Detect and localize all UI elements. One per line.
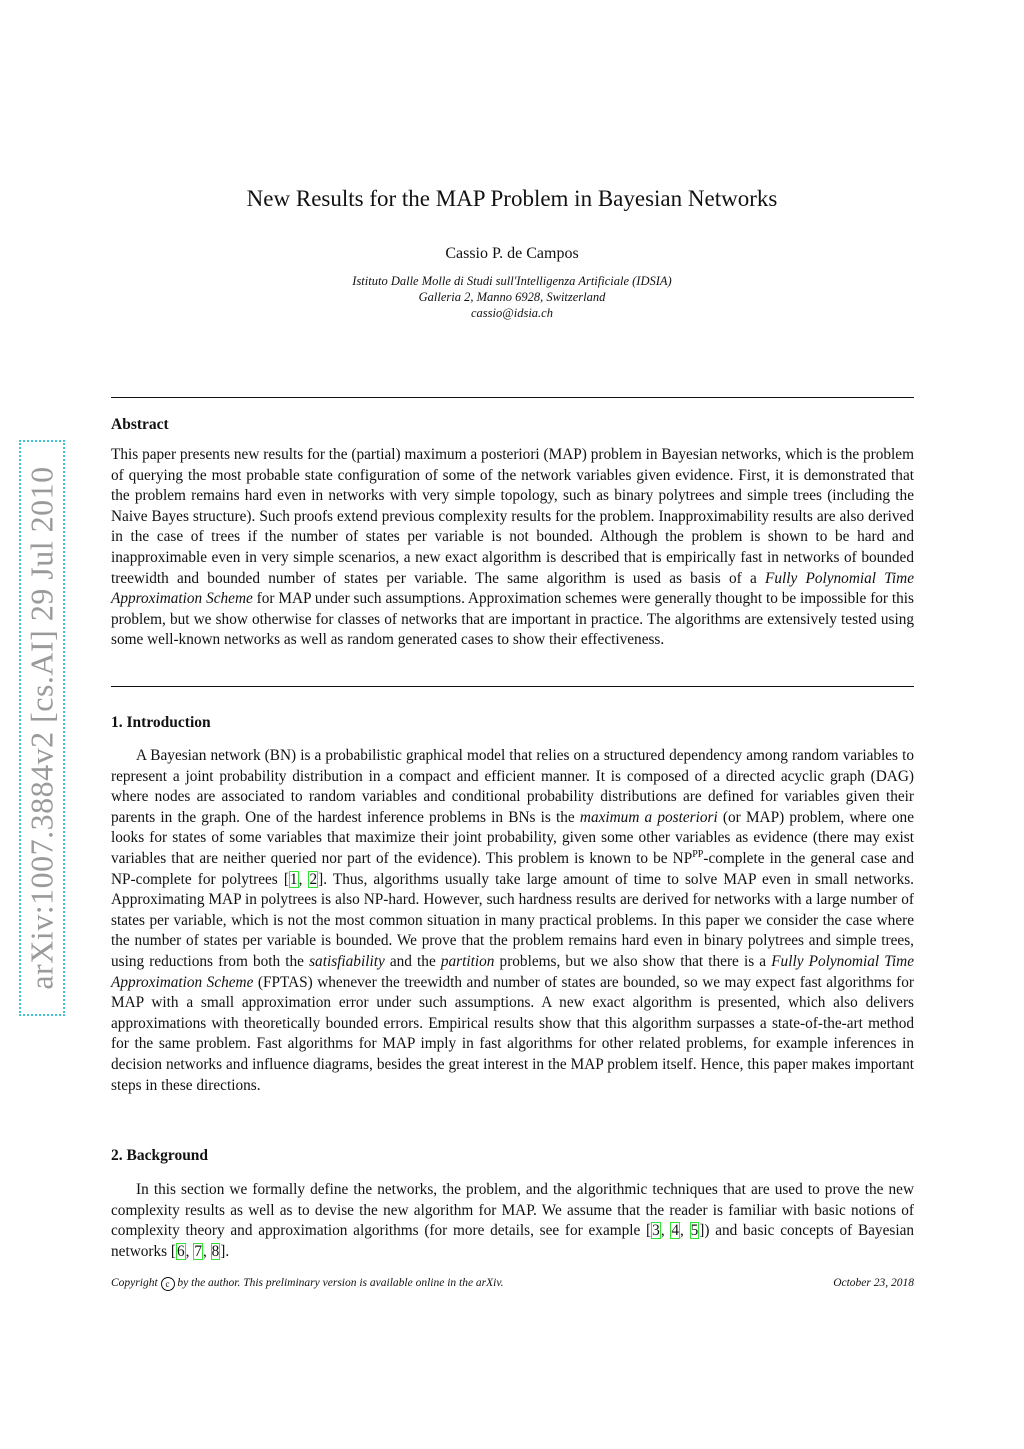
citation-link-2[interactable]: 2 [309,870,318,888]
abstract-text: This paper presents new results for the (partial) maximum a posteriori (MAP) problem in Bayesian networks, which is the problem of querying the most probable state configuration of some of the network variables given evidence. First, it is demonstrated that the problem remains hard even in networks with very simple topology, such as binary polytrees and simple trees (including the Naive Bayes structure). Such proofs extend previous complexity results for the problem. Inapproximability results are also derived in the case of trees if the number of states per variable is not bounded. Although the problem is shown to be hard and inapproximable even in very simple scenarios, a new exact algorithm is described that is empirically fast in networks of bounded treewidth and bounded number of states per variable. The same algorithm is used as basis of a Fully Polynomial Time Approximation Scheme for MAP under such assumptions. Approximation schemes were generally thought to be impossible for this problem, but we show otherwise for classes of networks that are important in practice. The algorithms are extensively tested using some well-known networks as well as random generated cases to show their effectiveness. [111,446,914,649]
copyright-notice: Copyright c by the author. This preliminary version is available online in the arXiv. [111,1277,504,1289]
introduction-paragraph: A Bayesian network (BN) is a probabilistic graphical model that relies on a structured dependency among random variables to represent a joint probability distribution in a compact and efficient manner. It is composed of a directed acyclic graph (DAG) where nodes are associated to random variables and conditional probability distributions are defined for variables given their parents in the graph. One of the hardest inference problems in BNs is the maximum a posteriori (or MAP) problem, where one looks for states of some variables that maximize their joint probability, given some other variables as evidence (there may exist variables that are neither queried nor part of the evidence). This problem is known to be $NP^{PP}$-complete in the general case and NP-complete for polytrees [1, 2]. Thus, algorithms usually take large amount of time to solve MAP even in small networks. Approximating MAP in polytrees is also NP-hard. However, such hardness results are derived for networks with a large number of states per variable, which is not the most common situation in many practical problems. In this paper we consider the case where the number of states per variable is bounded. We prove that the problem remains hard even in binary polytrees and simple trees, using reductions from both the satisfiability and the partition problems, but we also show that there is a Fully Polynomial Time Approximation Scheme (FPTAS) whenever the treewidth and number of states are bounded, so we may expect fast algorithms for MAP with a small approximation error under such assumptions. A new exact algorithm is presented, which also delivers approximations with theoretically bounded errors. Empirical results show that this algorithm surpasses a state-of-the-art method for the same problem. Fast algorithms for MAP imply in fast algorithms for other related problems, for example inferences in decision networks and influence diagrams, besides the great interest in the MAP problem itself. Hence, this paper makes important steps in these directions. [111,747,915,1094]
citation-link-5[interactable]: 5 [690,1222,699,1240]
section-heading-introduction: 1. Introduction [111,714,211,731]
arxiv-stamp [19,440,65,1016]
affiliation-address: Galleria 2, Manno 6928, Switzerland [418,290,606,304]
abstract-bottom-rule [111,686,914,687]
arxiv-stamp-text: arXiv:1007.3884v2 [cs.AI] 29 Jul 2010 [23,466,60,990]
background-paragraph: In this section we formally define the networks, the problem, and the algorithmic techniques that are used to prove the new complexity results as well as to devise the new algorithm for MAP. We assume that the reader is familiar with basic notions of complexity theory and approximation algorithms (for more details, see for example [3, 4, 5]) and basic concepts of Bayesian networks [6, 7, 8]. [111,1181,915,1260]
citation-link-6[interactable]: 6 [177,1242,185,1260]
affiliation-institute: Istituto Dalle Molle di Studi sull'Intelligenza Artificiale (IDSIA) [352,274,672,288]
citation-link-8[interactable]: 8 [211,1242,220,1260]
abstract-top-rule [111,397,914,398]
abstract-emphasis: Fully Polynomial Time Approximation Scheme [111,569,914,608]
citation-link-4[interactable]: 4 [671,1222,680,1240]
paper-title: New Results for the MAP Problem in Bayesian Networks [246,186,778,211]
abstract-heading: Abstract [111,416,169,433]
author-name: Cassio P. de Campos [445,245,579,262]
complexity-superscript: PP [692,848,704,860]
copyright-icon: c [161,1277,175,1291]
citation-link-1[interactable]: 1 [289,870,298,888]
section-heading-background: 2. Background [111,1147,209,1164]
footer-date: October 23, 2018 [833,1277,914,1289]
author-email[interactable]: cassio@idsia.ch [471,306,553,320]
citation-link-7[interactable]: 7 [194,1242,202,1260]
citation-link-3[interactable]: 3 [652,1222,660,1240]
